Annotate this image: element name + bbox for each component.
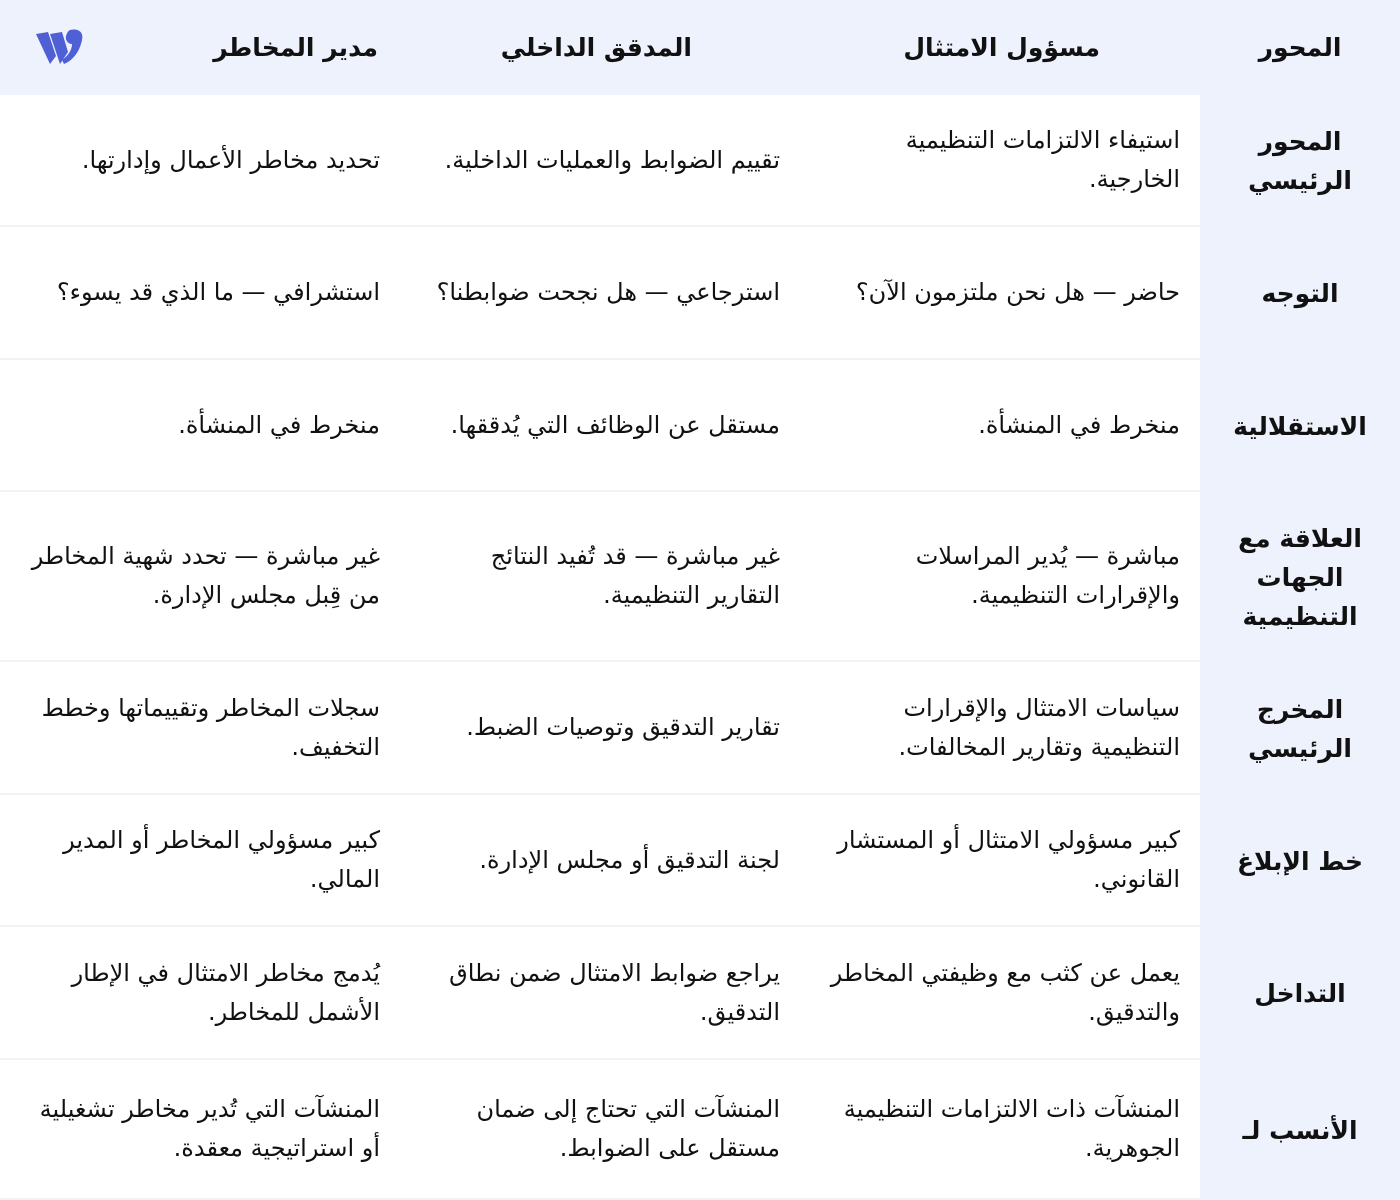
table-cell <box>800 95 1200 227</box>
row-label-text: العلاقة مع الجهات التنظيمية <box>1238 523 1362 631</box>
row-label-text: المحور الرئيسي <box>1248 127 1352 195</box>
cell-text: منخرط في المنشأة. <box>978 410 1180 439</box>
cell-text: تقييم الضوابط والعمليات الداخلية. <box>444 145 780 174</box>
row-label-text: الاستقلالية <box>1233 411 1367 441</box>
cell-text: يُدمج مخاطر الامتثال في الإطار الأشمل للمخاطر. <box>71 958 380 1026</box>
table-cell <box>0 927 400 1060</box>
table-cell <box>400 227 800 360</box>
row-label-text: التوجه <box>1261 279 1339 308</box>
row-label-best-for <box>1200 1060 1400 1200</box>
table-cell <box>400 927 800 1060</box>
table-cell <box>800 927 1200 1060</box>
cell-text: المنشآت ذات الالتزامات التنظيمية الجوهرية. <box>843 1095 1180 1162</box>
row-label-text: التداخل <box>1254 979 1346 1008</box>
table-cell <box>400 795 800 927</box>
brand-w-logo-icon <box>34 28 86 68</box>
row-label-text: الأنسب لـ <box>1242 1115 1358 1145</box>
cell-text: حاضر — هل نحن ملتزمون الآن؟ <box>855 278 1180 306</box>
cell-text: المنشآت التي تحتاج إلى ضمان مستقل على الضوابط. <box>476 1095 780 1162</box>
cell-text: يراجع ضوابط الامتثال ضمن نطاق التدقيق. <box>449 958 780 1026</box>
cell-text: استشرافي — ما الذي قد يسوء؟ <box>56 278 380 306</box>
row-label-orientation <box>1200 227 1400 360</box>
table-cell <box>0 492 400 662</box>
cell-text: استيفاء الالتزامات التنظيمية الخارجية. <box>905 126 1180 193</box>
table-cell <box>0 227 400 360</box>
table-cell <box>0 360 400 492</box>
cell-text: تقارير التدقيق وتوصيات الضبط. <box>466 713 780 741</box>
table-cell <box>400 95 800 227</box>
row-label-reporting-line <box>1200 795 1400 927</box>
header-compliance-officer-label: مسؤول الامتثال <box>903 33 1100 62</box>
cell-text: سياسات الامتثال والإقرارات التنظيمية وتقارير المخالفات. <box>898 693 1180 761</box>
row-label-main-output <box>1200 662 1400 795</box>
cell-text: يعمل عن كثب مع وظيفتي المخاطر والتدقيق. <box>830 958 1180 1026</box>
row-label-overlap <box>1200 927 1400 1060</box>
table-cell <box>800 227 1200 360</box>
row-label-independence <box>1200 360 1400 492</box>
cell-text: مباشرة — يُدير المراسلات والإقرارات التنظيمية. <box>915 542 1180 609</box>
table-cell <box>400 1060 800 1200</box>
table-cell <box>0 95 400 227</box>
header-axis <box>1200 0 1400 95</box>
cell-text: لجنة التدقيق أو مجلس الإدارة. <box>479 845 780 874</box>
header-risk-manager-label: مدير المخاطر <box>213 33 378 62</box>
table-cell <box>800 662 1200 795</box>
table-cell <box>400 492 800 662</box>
table-cell <box>400 360 800 492</box>
cell-text: غير مباشرة — قد تُفيد النتائج التقارير التنظيمية. <box>490 542 780 609</box>
header-risk-manager <box>0 0 400 95</box>
row-label-regulator-relationship <box>1200 492 1400 662</box>
cell-text: كبير مسؤولي الامتثال أو المستشار القانوني. <box>837 826 1180 893</box>
header-internal-auditor <box>400 0 800 95</box>
table-cell <box>800 360 1200 492</box>
cell-text: منخرط في المنشأة. <box>178 410 380 439</box>
cell-text: كبير مسؤولي المخاطر أو المدير المالي. <box>63 826 380 893</box>
cell-text: تحديد مخاطر الأعمال وإدارتها. <box>81 145 380 174</box>
header-axis-label: المحور <box>1258 33 1342 62</box>
cell-text: استرجاعي — هل نجحت ضوابطنا؟ <box>436 278 780 306</box>
table-cell <box>0 1060 400 1200</box>
table-cell <box>0 795 400 927</box>
table-cell <box>400 662 800 795</box>
cell-text: المنشآت التي تُدير مخاطر تشغيلية أو استراتيجية معقدة. <box>39 1095 380 1162</box>
table-cell <box>800 795 1200 927</box>
header-internal-auditor-label: المدقق الداخلي <box>500 33 692 62</box>
row-label-text: المخرج الرئيسي <box>1248 694 1352 763</box>
cell-text: سجلات المخاطر وتقييماتها وخطط التخفيف. <box>41 693 380 761</box>
table-cell <box>800 1060 1200 1200</box>
table-cell <box>800 492 1200 662</box>
cell-text: غير مباشرة — تحدد شهية المخاطر من قِبل مجلس الإدارة. <box>31 542 380 609</box>
header-compliance-officer <box>800 0 1200 95</box>
table-cell <box>0 662 400 795</box>
row-label-text: خط الإبلاغ <box>1236 846 1364 876</box>
row-label-main-focus <box>1200 95 1400 227</box>
cell-text: مستقل عن الوظائف التي يُدققها. <box>450 410 780 439</box>
